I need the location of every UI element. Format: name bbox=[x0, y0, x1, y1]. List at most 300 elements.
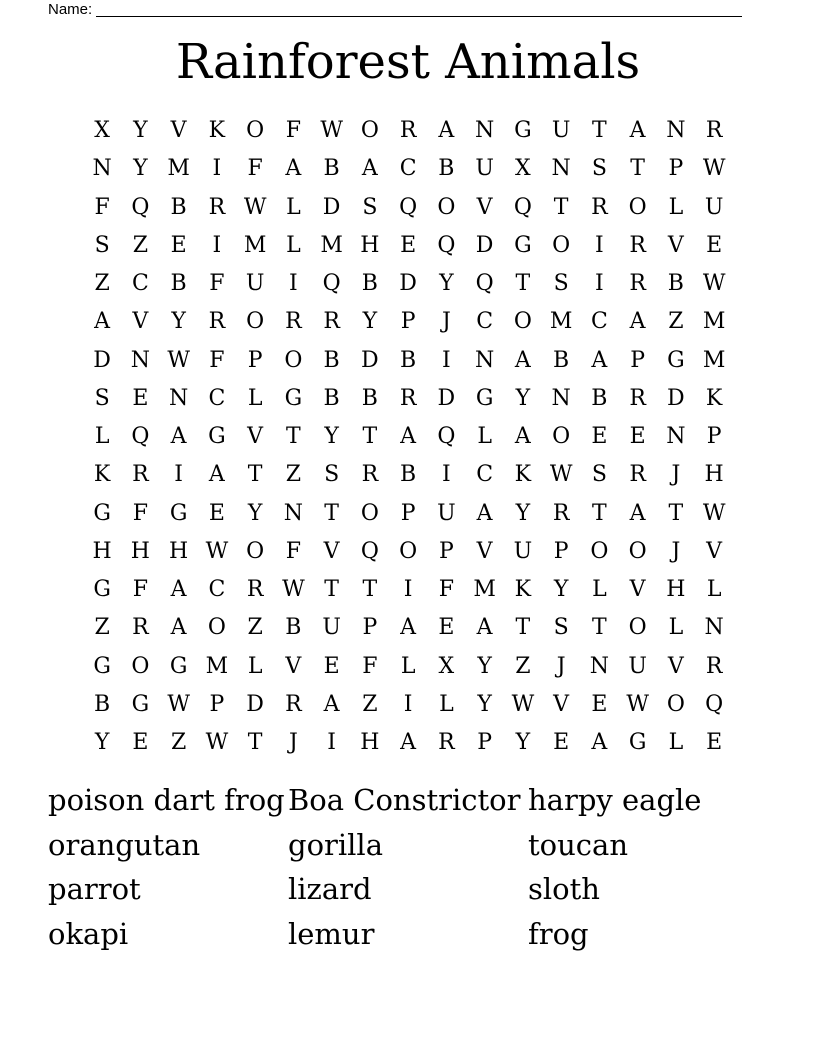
grid-letter: X bbox=[94, 118, 110, 144]
grid-letter: N bbox=[551, 156, 571, 182]
grid-letter: H bbox=[130, 538, 150, 564]
grid-letter: S bbox=[94, 385, 110, 411]
grid-letter: I bbox=[442, 347, 451, 373]
word-bank-item: toucan bbox=[528, 827, 628, 862]
grid-letter: L bbox=[706, 577, 722, 603]
grid-letter: Y bbox=[439, 271, 454, 297]
grid-letter: R bbox=[132, 615, 149, 641]
grid-letter: Q bbox=[399, 194, 418, 220]
grid-letter: F bbox=[362, 653, 378, 679]
word-bank-item: orangutan bbox=[48, 827, 201, 862]
grid-letter: X bbox=[438, 653, 455, 679]
grid-letter: E bbox=[438, 615, 455, 641]
grid-letter: U bbox=[437, 500, 456, 526]
grid-letter: C bbox=[208, 385, 226, 411]
grid-letter: G bbox=[208, 424, 226, 450]
grid-letter: O bbox=[437, 194, 456, 220]
grid-letter: Z bbox=[94, 271, 110, 297]
grid-letter: E bbox=[323, 653, 340, 679]
grid-letter: I bbox=[327, 730, 336, 756]
grid-letter: Y bbox=[247, 500, 263, 526]
grid-letter: I bbox=[595, 232, 604, 258]
grid-letter: Q bbox=[437, 424, 456, 450]
grid-letter: U bbox=[704, 194, 724, 220]
grid-letter: T bbox=[247, 462, 263, 488]
grid-letter: F bbox=[247, 156, 263, 182]
grid-letter: F bbox=[94, 194, 110, 220]
grid-letter: I bbox=[595, 271, 604, 297]
grid-letter: G bbox=[628, 730, 647, 756]
grid-letter: O bbox=[246, 118, 265, 144]
grid-letter: B bbox=[361, 271, 378, 297]
grid-letter: T bbox=[668, 500, 684, 526]
grid-letter: S bbox=[591, 156, 607, 182]
grid-letter: F bbox=[438, 577, 454, 603]
grid-letter: D bbox=[399, 271, 417, 297]
grid-letter: M bbox=[320, 232, 343, 258]
grid-letter: Q bbox=[131, 424, 150, 450]
word-bank-item: harpy eagle bbox=[528, 783, 702, 817]
word-bank-item: sloth bbox=[528, 872, 600, 906]
grid-letter: W bbox=[511, 691, 535, 717]
grid-letter: O bbox=[131, 653, 150, 679]
grid-letter: E bbox=[553, 730, 570, 756]
grid-letter: A bbox=[285, 156, 302, 182]
grid-letter: G bbox=[667, 347, 685, 373]
grid-letter: Q bbox=[437, 232, 456, 258]
grid-letter: L bbox=[477, 424, 492, 450]
grid-letter: L bbox=[247, 385, 263, 411]
grid-letter: E bbox=[208, 500, 225, 526]
grid-letter: L bbox=[400, 653, 416, 679]
grid-letter: L bbox=[668, 615, 684, 641]
grid-letter: P bbox=[706, 424, 722, 450]
word-bank-item: lizard bbox=[288, 872, 372, 906]
grid-letter: J bbox=[671, 462, 681, 488]
grid-letter: O bbox=[628, 615, 647, 641]
grid-letter: A bbox=[514, 347, 531, 373]
name-field bbox=[48, 0, 742, 18]
grid-letter: Y bbox=[133, 156, 148, 182]
grid-letter: O bbox=[590, 538, 609, 564]
grid-letter: O bbox=[628, 194, 647, 220]
page-title: Rainforest Animals bbox=[175, 34, 641, 90]
grid-letter: J bbox=[556, 653, 566, 679]
grid-letter: C bbox=[208, 577, 226, 603]
grid-letter: H bbox=[666, 577, 686, 603]
grid-letter: V bbox=[476, 194, 493, 220]
grid-letter: B bbox=[361, 385, 378, 411]
grid-letter: S bbox=[324, 462, 340, 488]
grid-letter: Y bbox=[477, 653, 492, 679]
grid-letter: T bbox=[592, 500, 607, 526]
grid-letter: F bbox=[285, 118, 301, 144]
grid-letter: E bbox=[132, 385, 149, 411]
grid-letter: Z bbox=[247, 615, 263, 641]
grid-letter: A bbox=[361, 156, 378, 182]
grid-letter: N bbox=[475, 347, 495, 373]
grid-letter: T bbox=[630, 156, 645, 182]
grid-letter: R bbox=[323, 309, 340, 335]
word-bank-item: poison dart frog bbox=[48, 783, 285, 817]
grid-letter: Q bbox=[322, 271, 341, 297]
grid-letter: V bbox=[132, 309, 149, 335]
grid-letter: P bbox=[630, 347, 646, 373]
grid-letter: A bbox=[208, 462, 225, 488]
grid-letter: E bbox=[706, 730, 723, 756]
grid-letter: B bbox=[400, 462, 417, 488]
grid-letter: R bbox=[132, 462, 149, 488]
grid-letter: H bbox=[360, 232, 380, 258]
grid-letter: B bbox=[323, 347, 340, 373]
grid-letter: E bbox=[629, 424, 646, 450]
grid-letter: B bbox=[400, 347, 417, 373]
grid-letter: R bbox=[285, 309, 302, 335]
grid-letter: L bbox=[286, 232, 301, 258]
grid-letter: S bbox=[94, 232, 110, 258]
grid-letter: R bbox=[629, 271, 646, 297]
grid-letter: L bbox=[439, 691, 454, 717]
grid-letter: P bbox=[247, 347, 263, 373]
grid-letter: R bbox=[361, 462, 379, 488]
grid-letter: R bbox=[591, 194, 608, 220]
grid-letter: V bbox=[476, 538, 493, 564]
grid-letter: W bbox=[243, 194, 267, 220]
grid-letter: P bbox=[477, 730, 493, 756]
grid-letter: Q bbox=[513, 194, 532, 220]
grid-letter: P bbox=[362, 615, 378, 641]
grid-letter: G bbox=[93, 653, 111, 679]
grid-letter: F bbox=[209, 347, 225, 373]
grid-letter: K bbox=[208, 118, 226, 144]
grid-letter: A bbox=[514, 424, 531, 450]
grid-letter: P bbox=[553, 538, 569, 564]
letter-grid bbox=[83, 112, 733, 763]
grid-letter: S bbox=[553, 615, 569, 641]
grid-letter: V bbox=[667, 653, 684, 679]
grid-letter: W bbox=[205, 538, 229, 564]
grid-letter: O bbox=[666, 691, 685, 717]
grid-letter: A bbox=[400, 615, 417, 641]
grid-letter: R bbox=[208, 194, 226, 220]
grid-letter: O bbox=[207, 615, 226, 641]
grid-letter: N bbox=[666, 118, 686, 144]
grid-letter: T bbox=[515, 271, 531, 297]
grid-letter: R bbox=[399, 118, 417, 144]
grid-letter: M bbox=[702, 347, 726, 373]
grid-letter: E bbox=[591, 424, 608, 450]
grid-letter: O bbox=[399, 538, 418, 564]
grid-letter: B bbox=[667, 271, 684, 297]
grid-letter: B bbox=[438, 156, 455, 182]
grid-letter: B bbox=[170, 194, 187, 220]
grid-letter: Y bbox=[515, 730, 531, 756]
grid-letter: O bbox=[284, 347, 303, 373]
grid-letter: N bbox=[551, 385, 571, 411]
grid-letter: Y bbox=[362, 309, 378, 335]
grid-letter: G bbox=[514, 118, 532, 144]
grid-letter: R bbox=[629, 385, 646, 411]
grid-letter: C bbox=[476, 462, 494, 488]
grid-letter: O bbox=[360, 118, 379, 144]
grid-letter: H bbox=[704, 462, 724, 488]
grid-letter: S bbox=[362, 194, 378, 220]
grid-letter: R bbox=[629, 232, 646, 258]
grid-letter: A bbox=[170, 615, 187, 641]
grid-letter: P bbox=[438, 538, 454, 564]
name-underline bbox=[96, 15, 742, 17]
grid-letter: B bbox=[94, 691, 111, 717]
grid-letter: O bbox=[246, 309, 265, 335]
grid-letter: A bbox=[94, 309, 111, 335]
grid-letter: G bbox=[93, 577, 111, 603]
grid-letter: M bbox=[702, 309, 726, 335]
grid-letter: P bbox=[209, 691, 225, 717]
grid-letter: T bbox=[362, 577, 378, 603]
grid-letter: W bbox=[626, 691, 649, 717]
grid-letter: I bbox=[403, 577, 413, 603]
grid-letter: B bbox=[285, 615, 302, 641]
grid-letter: G bbox=[169, 500, 188, 526]
word-bank-item: lemur bbox=[288, 916, 375, 951]
grid-letter: A bbox=[438, 118, 455, 144]
grid-letter: R bbox=[399, 385, 417, 411]
grid-letter: Y bbox=[133, 118, 148, 144]
grid-letter: N bbox=[130, 347, 150, 373]
grid-letter: M bbox=[549, 309, 573, 335]
word-bank-item: okapi bbox=[48, 916, 129, 951]
grid-letter: R bbox=[705, 118, 723, 144]
grid-letter: G bbox=[93, 500, 111, 526]
grid-letter: A bbox=[629, 309, 646, 335]
grid-letter: Z bbox=[515, 653, 531, 679]
grid-letter: S bbox=[591, 462, 607, 488]
grid-letter: O bbox=[552, 424, 571, 450]
grid-letter: Q bbox=[705, 691, 724, 717]
grid-letter: T bbox=[324, 500, 339, 526]
grid-letter: Z bbox=[170, 730, 187, 756]
grid-letter: C bbox=[590, 309, 608, 335]
grid-letter: I bbox=[289, 271, 298, 297]
grid-letter: N bbox=[589, 653, 609, 679]
grid-letter: B bbox=[170, 271, 187, 297]
name-label: Name: bbox=[48, 1, 93, 18]
grid-letter: A bbox=[591, 730, 608, 756]
grid-letter: E bbox=[170, 232, 187, 258]
grid-letter: V bbox=[553, 691, 570, 717]
grid-letter: B bbox=[323, 156, 340, 182]
grid-letter: K bbox=[514, 462, 532, 488]
grid-letter: U bbox=[628, 653, 647, 679]
grid-letter: R bbox=[208, 309, 226, 335]
grid-letter: P bbox=[400, 500, 416, 526]
grid-letter: T bbox=[362, 424, 378, 450]
grid-letter: Y bbox=[477, 691, 492, 717]
grid-letter: I bbox=[212, 156, 222, 182]
grid-letter: A bbox=[323, 691, 340, 717]
grid-letter: Z bbox=[362, 691, 378, 717]
grid-letter: Y bbox=[324, 424, 339, 450]
grid-letter: J bbox=[441, 309, 451, 335]
grid-letter: M bbox=[473, 577, 496, 603]
grid-letter: E bbox=[706, 232, 723, 258]
grid-letter: I bbox=[403, 691, 413, 717]
grid-letter: C bbox=[131, 271, 149, 297]
grid-letter: U bbox=[513, 538, 533, 564]
grid-letter: O bbox=[628, 538, 647, 564]
grid-letter: R bbox=[246, 577, 264, 603]
grid-letter: Y bbox=[515, 385, 531, 411]
grid-letter: N bbox=[704, 615, 724, 641]
grid-letter: N bbox=[169, 385, 189, 411]
grid-letter: E bbox=[132, 730, 149, 756]
grid-letter: L bbox=[286, 194, 301, 220]
word-bank-item: frog bbox=[528, 916, 589, 951]
grid-letter: Y bbox=[171, 309, 186, 335]
grid-letter: T bbox=[515, 615, 531, 641]
grid-letter: G bbox=[169, 653, 188, 679]
grid-letter: A bbox=[476, 615, 493, 641]
grid-letter: L bbox=[668, 730, 684, 756]
grid-letter: Y bbox=[515, 500, 531, 526]
grid-letter: N bbox=[283, 500, 303, 526]
grid-letter: W bbox=[167, 347, 190, 373]
grid-letter: O bbox=[513, 309, 532, 335]
grid-letter: D bbox=[246, 691, 264, 717]
grid-letter: O bbox=[552, 232, 571, 258]
grid-letter: Y bbox=[553, 577, 569, 603]
grid-letter: H bbox=[360, 730, 380, 756]
grid-letter: H bbox=[169, 538, 189, 564]
grid-letter: P bbox=[400, 309, 416, 335]
grid-letter: K bbox=[93, 462, 111, 488]
grid-letter: F bbox=[132, 500, 148, 526]
grid-letter: R bbox=[705, 653, 723, 679]
grid-letter: U bbox=[245, 271, 265, 297]
grid-letter: G bbox=[131, 691, 150, 717]
grid-letter: X bbox=[515, 156, 531, 182]
word-bank-item: Boa Constrictor bbox=[288, 783, 521, 817]
grid-letter: F bbox=[132, 577, 148, 603]
grid-letter: D bbox=[667, 385, 685, 411]
grid-letter: A bbox=[476, 500, 493, 526]
grid-letter: V bbox=[323, 538, 340, 564]
grid-letter: Q bbox=[360, 538, 379, 564]
grid-letter: V bbox=[629, 577, 646, 603]
grid-letter: O bbox=[246, 538, 265, 564]
grid-letter: Y bbox=[94, 730, 110, 756]
grid-letter: K bbox=[705, 385, 723, 411]
grid-letter: W bbox=[702, 156, 726, 182]
grid-letter: B bbox=[591, 385, 608, 411]
grid-letter: D bbox=[93, 347, 111, 373]
grid-letter: U bbox=[475, 156, 494, 182]
grid-letter: A bbox=[400, 730, 417, 756]
grid-letter: N bbox=[475, 118, 495, 144]
grid-letter: T bbox=[247, 730, 263, 756]
grid-letter: C bbox=[399, 156, 417, 182]
grid-letter: W bbox=[320, 118, 343, 144]
grid-letter: T bbox=[553, 194, 569, 220]
grid-letter: C bbox=[476, 309, 494, 335]
grid-letter: B bbox=[553, 347, 570, 373]
grid-letter: P bbox=[668, 156, 684, 182]
grid-letter: Z bbox=[94, 615, 110, 641]
grid-letter: L bbox=[668, 194, 684, 220]
grid-letter: J bbox=[671, 538, 681, 564]
grid-letter: R bbox=[285, 691, 302, 717]
grid-letter: T bbox=[324, 577, 339, 603]
grid-letter: D bbox=[361, 347, 379, 373]
grid-letter: R bbox=[438, 730, 455, 756]
grid-letter: F bbox=[285, 538, 301, 564]
grid-letter: Q bbox=[475, 271, 494, 297]
grid-letter: W bbox=[549, 462, 573, 488]
grid-letter: G bbox=[284, 385, 303, 411]
grid-letter: S bbox=[553, 271, 569, 297]
grid-letter: J bbox=[288, 730, 298, 756]
grid-letter: Z bbox=[668, 309, 684, 335]
grid-letter: L bbox=[247, 653, 263, 679]
grid-letter: M bbox=[205, 653, 229, 679]
grid-letter: I bbox=[174, 462, 183, 488]
grid-letter: A bbox=[629, 118, 646, 144]
grid-letter: M bbox=[167, 156, 190, 182]
grid-letter: E bbox=[400, 232, 417, 258]
grid-letter: T bbox=[286, 424, 301, 450]
word-bank bbox=[48, 778, 768, 956]
grid-letter: Q bbox=[131, 194, 150, 220]
grid-letter: N bbox=[666, 424, 686, 450]
grid-letter: M bbox=[243, 232, 267, 258]
grid-letter: A bbox=[400, 424, 417, 450]
grid-letter: I bbox=[212, 232, 222, 258]
word-bank-item: gorilla bbox=[288, 827, 384, 862]
grid-letter: U bbox=[551, 118, 571, 144]
grid-letter: W bbox=[702, 500, 726, 526]
grid-letter: T bbox=[592, 118, 607, 144]
grid-letter: F bbox=[209, 271, 225, 297]
grid-letter: G bbox=[514, 232, 532, 258]
grid-letter: W bbox=[205, 730, 229, 756]
grid-letter: V bbox=[170, 118, 187, 144]
grid-letter: L bbox=[592, 577, 607, 603]
grid-letter: W bbox=[167, 691, 190, 717]
grid-letter: U bbox=[322, 615, 341, 641]
grid-letter: A bbox=[170, 424, 187, 450]
grid-letter: V bbox=[247, 424, 264, 450]
grid-letter: D bbox=[322, 194, 341, 220]
grid-letter: A bbox=[629, 500, 646, 526]
grid-letter: I bbox=[442, 462, 451, 488]
grid-letter: H bbox=[92, 538, 112, 564]
grid-letter: R bbox=[552, 500, 570, 526]
grid-letter: W bbox=[702, 271, 726, 297]
grid-letter: A bbox=[170, 577, 187, 603]
grid-letter: V bbox=[706, 538, 723, 564]
grid-letter: K bbox=[514, 577, 532, 603]
grid-letter: N bbox=[92, 156, 112, 182]
grid-letter: W bbox=[282, 577, 305, 603]
grid-letter: B bbox=[323, 385, 340, 411]
grid-letter: A bbox=[591, 347, 608, 373]
grid-letter: Z bbox=[285, 462, 302, 488]
grid-letter: V bbox=[285, 653, 302, 679]
grid-letter: V bbox=[667, 232, 684, 258]
grid-letter: E bbox=[591, 691, 608, 717]
grid-letter: D bbox=[475, 232, 494, 258]
grid-letter: R bbox=[629, 462, 646, 488]
